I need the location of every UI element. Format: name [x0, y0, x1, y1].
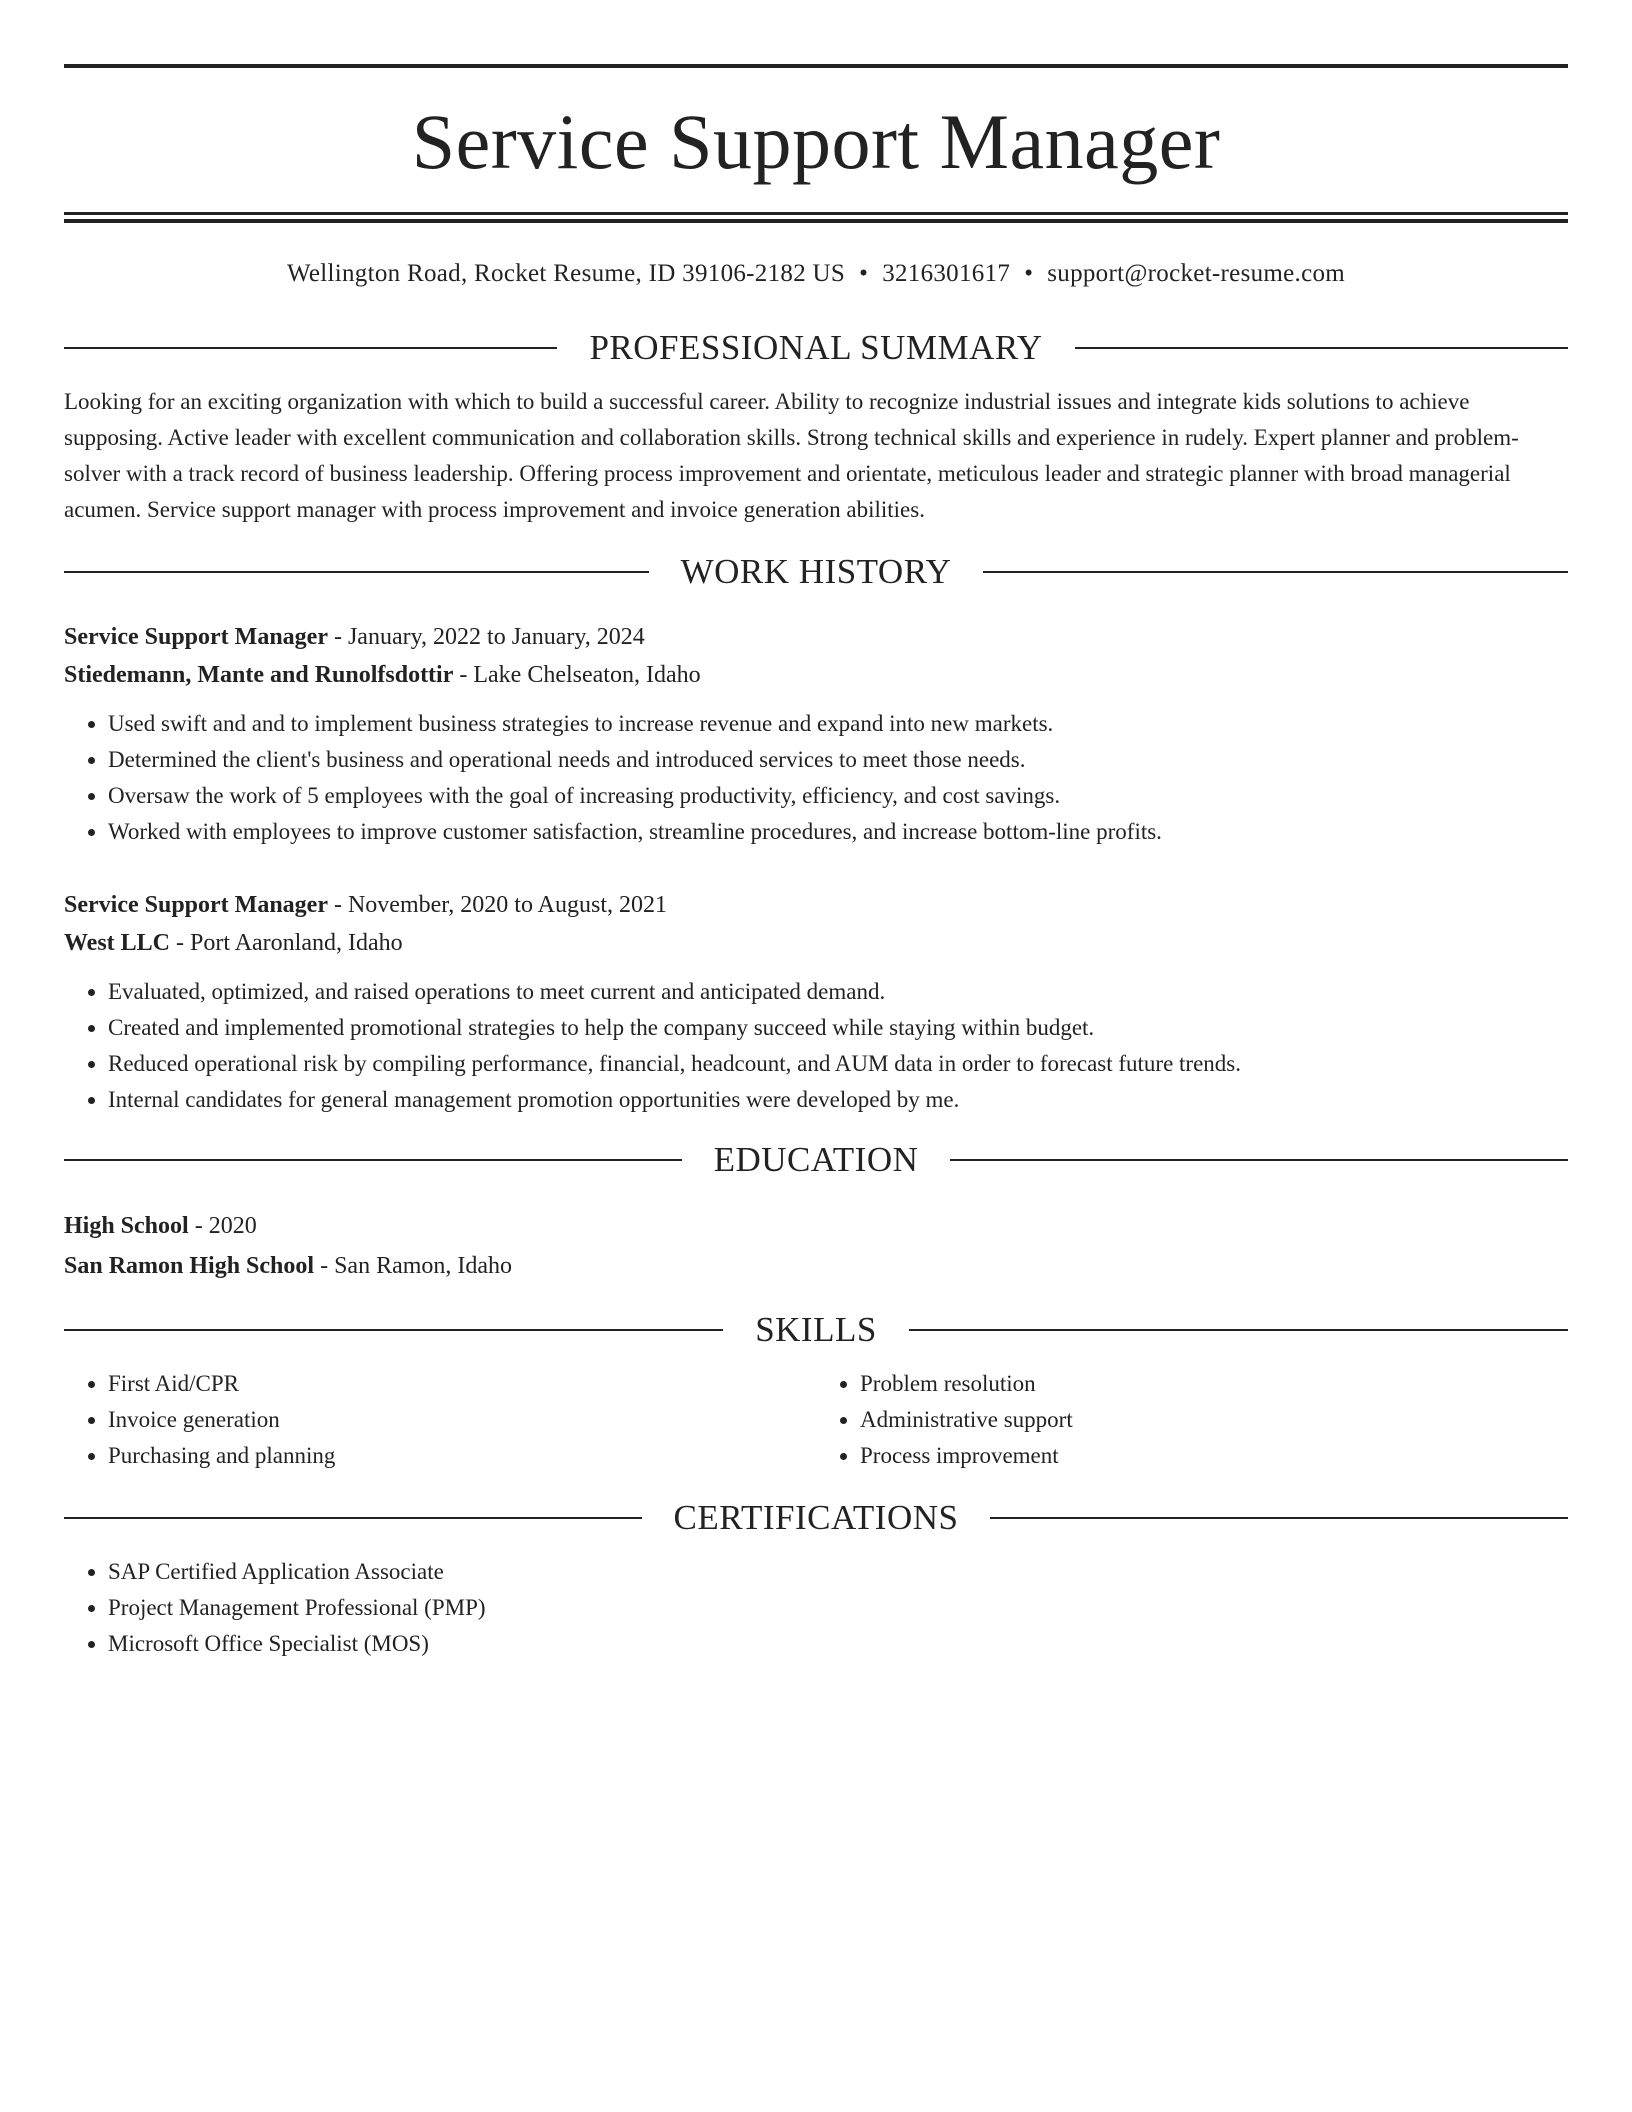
job-bullets [64, 706, 1568, 850]
work-title: WORK HISTORY [680, 552, 952, 591]
education-degree-line [64, 1206, 1568, 1246]
education-title: EDUCATION [713, 1140, 919, 1179]
list-item: • Internal candidates for general management promotion opportunities were developed by me. [108, 1082, 1568, 1118]
job-company: West LLC [64, 930, 171, 956]
job-entry [64, 886, 1568, 1118]
heading-rule [1075, 347, 1568, 349]
heading-rule [64, 1329, 723, 1331]
skills-list [64, 1366, 1568, 1474]
contact-address: Wellington Road, Rocket Resume, ID 39106-2182 US [286, 260, 846, 287]
job-title-line [64, 618, 1568, 656]
heading-rule [64, 571, 649, 573]
certifications-list [64, 1554, 1568, 1662]
job-company-line [64, 656, 1568, 694]
education-school: San Ramon High School [64, 1253, 315, 1279]
list-item: • Microsoft Office Specialist (MOS) [108, 1626, 1568, 1662]
education-entry [64, 1206, 1568, 1286]
skills-column-left [64, 1366, 816, 1474]
contact-separator: • [859, 260, 869, 287]
list-item: • Purchasing and planning [108, 1438, 816, 1474]
heading-rule [950, 1159, 1568, 1161]
education-school-line [64, 1246, 1568, 1286]
resume-name: Service Support Manager [411, 98, 1221, 185]
job-title-line [64, 886, 1568, 924]
job-bullets [64, 974, 1568, 1118]
heading-rule [64, 347, 557, 349]
job-title: Service Support Manager [64, 892, 328, 918]
education-heading [64, 1138, 1568, 1182]
contact-phone: 3216301617 [882, 260, 1011, 287]
list-item: • Problem resolution [860, 1366, 1568, 1402]
job-company-line [64, 924, 1568, 962]
list-item: • Oversaw the work of 5 employees with the goal of increasing productivity, efficiency, and cost savings. [108, 778, 1568, 814]
summary-title: PROFESSIONAL SUMMARY [589, 328, 1043, 367]
certifications-heading [64, 1496, 1568, 1540]
job-location: - Port Aaronland, Idaho [170, 930, 403, 956]
list-item: • Administrative support [860, 1402, 1568, 1438]
contact-email: support@rocket-resume.com [1047, 260, 1346, 287]
job-company: Stiedemann, Mante and Runolfsdottir [64, 662, 454, 688]
education-degree: High School [64, 1213, 189, 1239]
summary-heading [64, 326, 1568, 370]
skills-title: SKILLS [755, 1310, 877, 1349]
certifications-bullets [64, 1554, 1568, 1662]
list-item: • Reduced operational risk by compiling performance, financial, headcount, and AUM data in order to forecast future trends. [108, 1046, 1568, 1082]
list-item: • SAP Certified Application Associate [108, 1554, 1568, 1590]
heading-rule [990, 1517, 1568, 1519]
job-dates: - January, 2022 to January, 2024 [327, 624, 645, 650]
summary-text: Looking for an exciting organization with which to build a successful career. Ability to recognize industrial issues and integrate kids solutions to achieve supposing. Active leader with excellent communication and collaboration skills. Strong technical skills and experience in rudely. Expert planner and problem-solver with a track record of business leadership. Offering process improvement and orientate, meticulous leader and strategic planner with broad managerial acumen. Service support manager with process improvement and invoice generation abilities. [64, 389, 1519, 522]
work-heading [64, 550, 1568, 594]
top-rule [64, 64, 1568, 68]
contact-line [64, 258, 1568, 290]
job-entry [64, 618, 1568, 850]
heading-rule [983, 571, 1568, 573]
skills-column-right [816, 1366, 1568, 1474]
list-item: • First Aid/CPR [108, 1366, 816, 1402]
list-item: • Created and implemented promotional strategies to help the company succeed while staying within budget. [108, 1010, 1568, 1046]
list-item: • Invoice generation [108, 1402, 816, 1438]
list-item: • Worked with employees to improve customer satisfaction, streamline procedures, and increase bottom-line profits. [108, 814, 1568, 850]
job-location: - Lake Chelseaton, Idaho [453, 662, 701, 688]
heading-rule [64, 1159, 682, 1161]
education-location: - San Ramon, Idaho [314, 1253, 513, 1279]
certifications-title: CERTIFICATIONS [673, 1498, 959, 1537]
skills-heading [64, 1308, 1568, 1352]
list-item: • Project Management Professional (PMP) [108, 1590, 1568, 1626]
education-year: - 2020 [188, 1213, 257, 1239]
name-double-rule [64, 212, 1568, 223]
heading-rule [909, 1329, 1568, 1331]
list-item: • Used swift and and to implement business strategies to increase revenue and expand into new markets. [108, 706, 1568, 742]
job-dates: - November, 2020 to August, 2021 [327, 892, 667, 918]
list-item: • Determined the client's business and operational needs and introduced services to meet those needs. [108, 742, 1568, 778]
contact-separator: • [1024, 260, 1034, 287]
list-item: • Process improvement [860, 1438, 1568, 1474]
list-item: • Evaluated, optimized, and raised operations to meet current and anticipated demand. [108, 974, 1568, 1010]
job-title: Service Support Manager [64, 624, 328, 650]
heading-rule [64, 1517, 642, 1519]
